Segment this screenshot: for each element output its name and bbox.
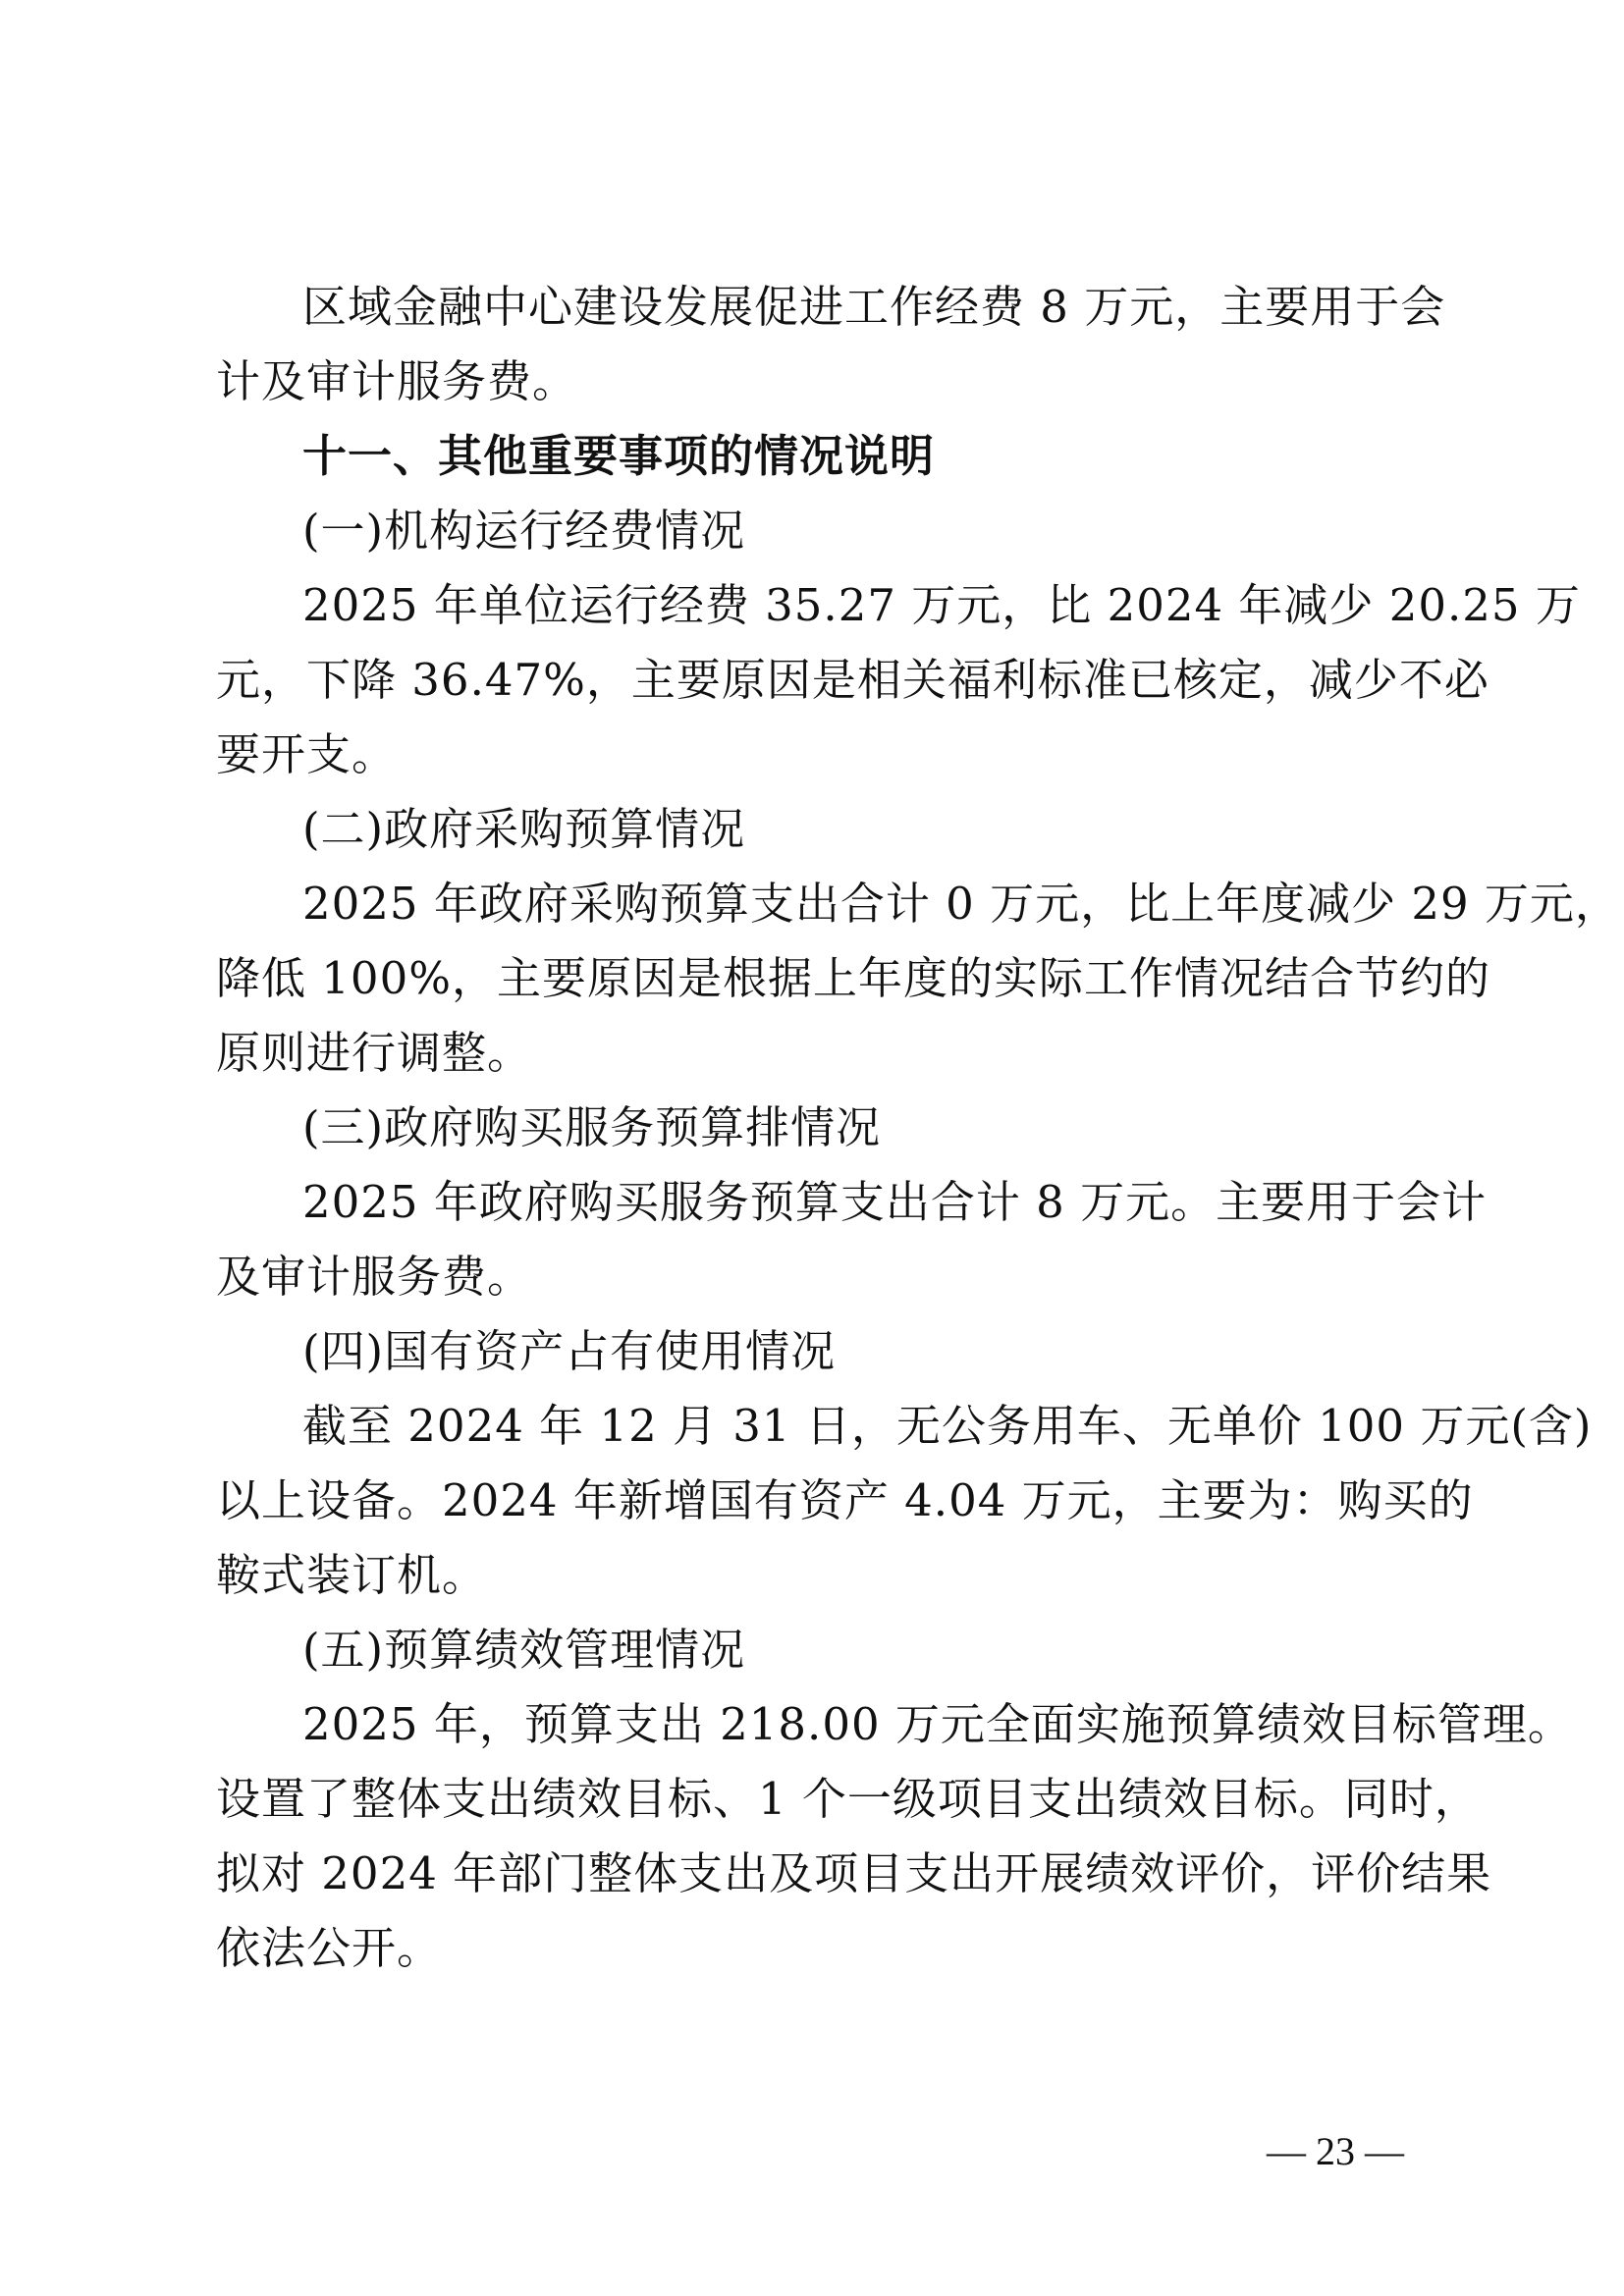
subheading: (五)预算绩效管理情况 bbox=[302, 1624, 746, 1676]
paragraph-state-assets bbox=[216, 1389, 1593, 1613]
paragraph-performance-management bbox=[216, 1687, 1573, 1986]
subheading-purchased-services bbox=[216, 1091, 1414, 1165]
text-line: 2025 年单位运行经费 35.27 万元，比 2024 年减少 20.25 万 bbox=[302, 579, 1581, 631]
subheading-state-assets bbox=[216, 1314, 1414, 1389]
text-line: 元，下降 36.47%，主要原因是相关福利标准已核定，减少不必 bbox=[216, 654, 1489, 706]
subheading: (二)政府采购预算情况 bbox=[302, 803, 746, 855]
text-line: 鞍式装订机。 bbox=[216, 1549, 488, 1601]
paragraph-purchased-services bbox=[216, 1165, 1488, 1314]
page-number: — 23 — bbox=[1267, 2129, 1404, 2173]
text-line: 2025 年政府购买服务预算支出合计 8 万元。主要用于会计 bbox=[302, 1176, 1488, 1228]
text-line: 原则进行调整。 bbox=[216, 1027, 533, 1079]
paragraph-government-procurement bbox=[216, 867, 1620, 1091]
text-line: 拟对 2024 年部门整体支出及项目支出开展绩效评价，评价结果 bbox=[216, 1847, 1492, 1899]
text-line: 要开支。 bbox=[216, 728, 398, 780]
text-line: 降低 100%，主要原因是根据上年度的实际工作情况结合节约的 bbox=[216, 952, 1490, 1004]
paragraph-financial-center-fund bbox=[216, 270, 1446, 419]
text-line: 及审计服务费。 bbox=[216, 1251, 533, 1303]
text-line: 以上设备。2024 年新增国有资产 4.04 万元，主要为：购买的 bbox=[216, 1474, 1474, 1526]
section-heading-other-matters bbox=[216, 419, 1414, 494]
text-line: 截至 2024 年 12 月 31 日，无公务用车、无单价 100 万元(含) bbox=[302, 1400, 1593, 1452]
text-line: 计及审计服务费。 bbox=[216, 355, 578, 407]
text-line: 设置了整体支出绩效目标、1 个一级项目支出绩效目标。同时， bbox=[216, 1773, 1480, 1825]
text-line: 2025 年政府采购预算支出合计 0 万元，比上年度减少 29 万元， bbox=[302, 878, 1620, 930]
subheading-performance-management bbox=[216, 1613, 1414, 1687]
text-line: 2025 年，预算支出 218.00 万元全面实施预算绩效目标管理。 bbox=[302, 1698, 1573, 1750]
paragraph-operating-funds bbox=[216, 568, 1581, 792]
subheading: (一)机构运行经费情况 bbox=[302, 505, 746, 557]
subheading: (三)政府购买服务预算排情况 bbox=[302, 1101, 882, 1153]
text-line: 区域金融中心建设发展促进工作经费 8 万元，主要用于会 bbox=[302, 281, 1446, 333]
text-line: 依法公开。 bbox=[216, 1922, 443, 1974]
section-heading: 十一、其他重要事项的情况说明 bbox=[302, 430, 936, 482]
subheading-government-procurement bbox=[216, 792, 1414, 867]
document-body bbox=[216, 270, 1620, 1986]
subheading: (四)国有资产占有使用情况 bbox=[302, 1325, 837, 1377]
subheading-operating-funds bbox=[216, 494, 1414, 568]
